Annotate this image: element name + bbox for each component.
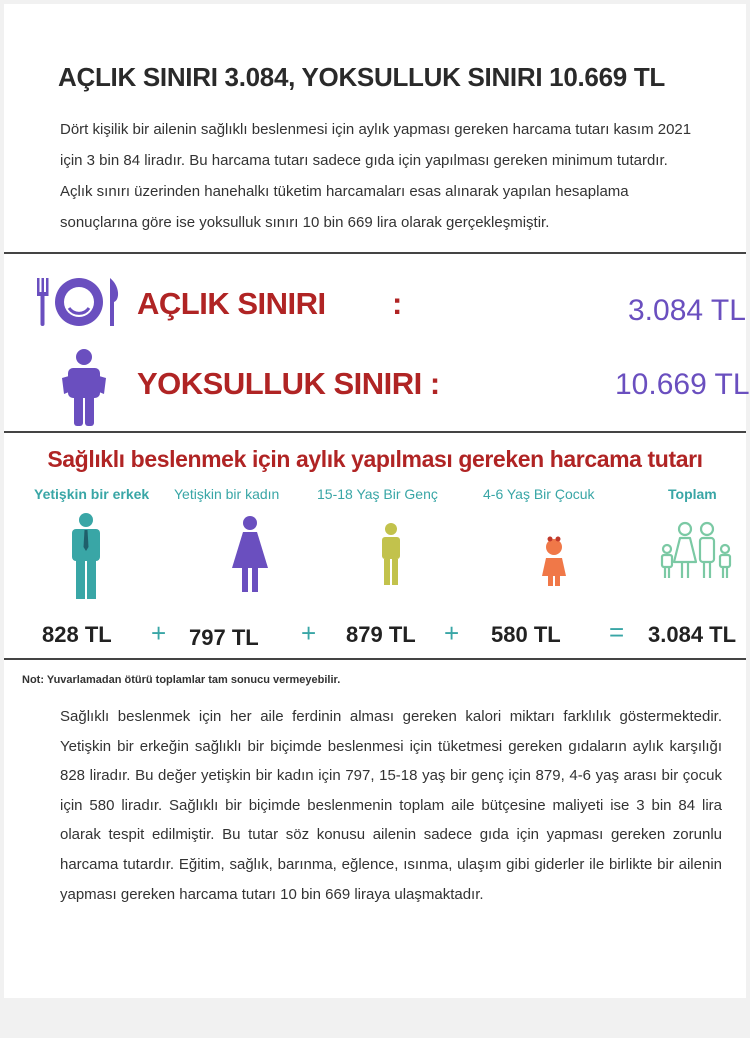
child-icon	[541, 536, 567, 586]
amount-child: 580 TL	[491, 622, 561, 647]
amount-man: 828 TL	[42, 622, 112, 647]
plate-fork-knife-icon	[34, 272, 122, 332]
infographic-page	[4, 4, 750, 998]
man-icon	[68, 513, 104, 599]
amount-woman: 797 TL	[189, 625, 259, 650]
amount-total: 3.084 TL	[648, 622, 737, 647]
intro-paragraph: Dört kişilik bir ailenin sağlıklı beslenmesi için aylık yapması gereken harcama tutarı kasım 2021 için 3 bin 84 liradır. Bu harcama tutarı sadece gıda için yapılması gereken minimum tutardır. Açlık sınırı üzerinden hanehalkı tüketim harcamaları esas alınarak yapılan hesaplama sonuçlarına göre ise yoksulluk sınırı 10 bin 669 lira olarak gerçekleşmiştir.	[60, 121, 692, 231]
divider-middle	[4, 431, 746, 433]
equals-icon: =	[609, 617, 625, 647]
poverty-label: YOKSULLUK SINIRI :	[137, 366, 440, 401]
woman-icon	[230, 516, 270, 592]
member-label-teen: 15-18 Yaş Bir Genç	[317, 486, 438, 502]
plus-icon: +	[444, 618, 460, 648]
teen-icon	[381, 523, 401, 585]
hunger-colon: :	[392, 286, 402, 321]
plus-icon: +	[151, 618, 167, 648]
person-empty-pockets-icon	[60, 348, 108, 428]
hunger-value: 3.084 TL	[628, 294, 746, 327]
subtitle: Sağlıklı beslenmek için aylık yapılması gereken harcama tutarı	[47, 446, 703, 472]
amount-teen: 879 TL	[346, 622, 416, 647]
member-label-man: Yetişkin bir erkek	[34, 486, 150, 502]
rounding-note: Not: Yuvarlamadan ötürü toplamlar tam sonucu vermeyebilir.	[22, 674, 341, 686]
divider-bottom	[4, 658, 746, 660]
divider-top	[4, 252, 746, 254]
family-icon	[658, 518, 734, 582]
body-paragraph: Sağlıklı beslenmek için her aile ferdinin alması gereken kalori miktarı farklılık göstermektedir. Yetişkin bir erkeğin sağlıklı bir biçimde beslenmesi için tüketmesi gereken gıdaların aylık karşılığı 828 liradır. Bu değer yetişkin bir kadın için 797, 15-18 yaş bir genç için 879, 4-6 yaş arası bir çocuk için 580 liradır. Sağlıklı bir biçimde beslenmenin toplam aile bütçesine maliyeti ise 3 bin 84 lira olarak tespit edilmiştir. Bu tutar söz konusu ailenin sadece gıda için yapması gereken zorunlu harcama tutardır. Eğitim, sağlık, barınma, eğlence, ısınma, ulaşım gibi giderler ile birlikte bir ailenin yapması gereken harcama tutarı 10 bin 669 liraya ulaşmaktadır.	[60, 708, 722, 903]
member-label-child: 4-6 Yaş Bir Çocuk	[483, 486, 595, 502]
page-title: AÇLIK SINIRI 3.084, YOKSULLUK SINIRI 10.669 TL	[58, 62, 665, 92]
plus-icon: +	[301, 618, 317, 648]
member-label-woman: Yetişkin bir kadın	[174, 486, 280, 502]
poverty-value: 10.669 TL	[615, 368, 750, 401]
total-label: Toplam	[668, 486, 717, 502]
hunger-label: AÇLIK SINIRI	[137, 286, 326, 321]
